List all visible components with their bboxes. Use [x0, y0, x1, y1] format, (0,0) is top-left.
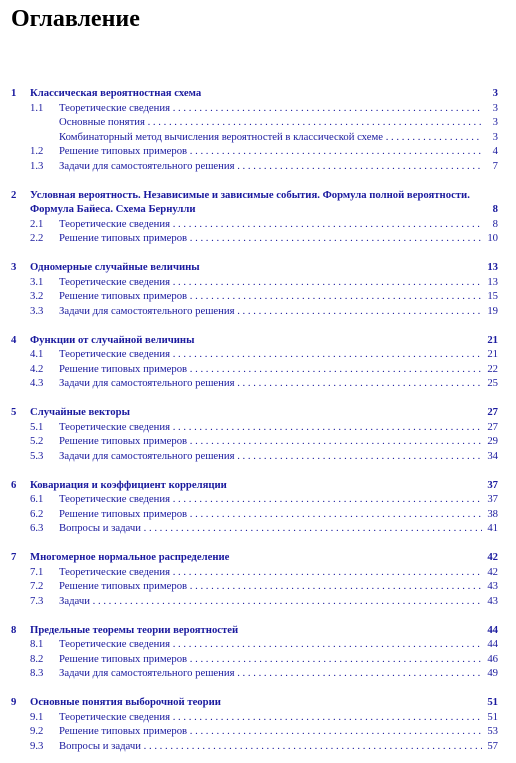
- toc-entry[interactable]: [11, 492, 498, 507]
- toc-chapter-heading[interactable]: [11, 550, 498, 565]
- section-page-number: 46: [487, 652, 498, 665]
- chapter-page-number: 3: [492, 87, 498, 99]
- section-title-link[interactable]: [59, 449, 482, 464]
- toc-chapter-heading[interactable]: [11, 478, 498, 493]
- section-title-link[interactable]: [59, 637, 482, 652]
- section-page-number: 3: [492, 130, 498, 143]
- section-page-number: 8: [492, 217, 498, 230]
- section-title: Теоретические сведения . . .: [59, 276, 482, 288]
- section-number: 5.3: [30, 449, 44, 462]
- toc-entry[interactable]: [11, 115, 498, 130]
- chapter-title-link[interactable]: Предельные теоремы теории вероятностей: [30, 623, 239, 636]
- section-number: 9.2: [30, 725, 44, 737]
- section-title-link[interactable]: [59, 652, 482, 667]
- section-page-number: 49: [487, 667, 498, 679]
- toc-entry[interactable]: [11, 724, 498, 739]
- toc-chapter: [11, 695, 498, 753]
- section-page-number: 57: [487, 739, 498, 752]
- section-page-number: 43: [487, 594, 498, 607]
- chapter-page-number: 21: [487, 333, 498, 346]
- toc-entry[interactable]: [11, 579, 498, 594]
- section-number: 8.1: [30, 638, 44, 650]
- section-page-number: 34: [487, 449, 498, 462]
- toc-entry[interactable]: [11, 217, 498, 232]
- section-page-number: 3: [492, 101, 498, 114]
- section-title: Задачи для самостоятельного решения . . .: [59, 377, 482, 389]
- chapter-page-number: 44: [487, 623, 498, 636]
- section-title-link[interactable]: [59, 521, 482, 536]
- section-title-link[interactable]: [59, 347, 482, 362]
- chapter-page-number: 37: [487, 478, 498, 491]
- section-page-number: 27: [487, 420, 498, 433]
- section-number: 7.2: [30, 580, 44, 592]
- section-page-number: 29: [487, 435, 498, 447]
- section-number: 5.1: [30, 420, 44, 433]
- toc-entry[interactable]: [11, 101, 498, 116]
- section-number: 8.3: [30, 667, 44, 679]
- chapter-title-link[interactable]: Многомерное нормальное распределение: [30, 551, 230, 563]
- toc-entry[interactable]: [11, 304, 498, 319]
- toc-entry[interactable]: [11, 376, 498, 391]
- section-title-link[interactable]: [59, 666, 482, 681]
- section-number: 2.1: [30, 217, 44, 230]
- section-title: Теоретические сведения . . .: [59, 566, 482, 578]
- section-title-link[interactable]: [59, 130, 482, 145]
- section-title-link[interactable]: [59, 492, 482, 507]
- section-number: 4.2: [30, 362, 44, 375]
- toc-entry[interactable]: [11, 637, 498, 652]
- toc-entry[interactable]: [11, 231, 498, 246]
- section-number: 6.1: [30, 493, 44, 505]
- toc-entry[interactable]: [11, 275, 498, 290]
- toc-entry[interactable]: [11, 144, 498, 159]
- section-title-link[interactable]: [59, 507, 482, 522]
- chapter-number: 2: [11, 188, 17, 201]
- section-title-link[interactable]: [59, 376, 482, 391]
- section-page-number: 37: [487, 493, 498, 505]
- section-title-link[interactable]: [59, 434, 482, 449]
- section-number: 7.1: [30, 565, 44, 578]
- toc-chapter-heading[interactable]: [11, 86, 498, 101]
- section-number: 1.3: [30, 159, 44, 172]
- toc-chapter-heading[interactable]: [11, 405, 498, 420]
- section-title-link[interactable]: [59, 739, 482, 754]
- section-page-number: 41: [487, 522, 498, 534]
- chapter-page-number: 13: [487, 261, 498, 273]
- section-title: Теоретические сведения . . .: [59, 348, 482, 360]
- section-number: 5.2: [30, 435, 44, 447]
- section-title: Решение типовых примеров . . .: [59, 653, 482, 665]
- toc-entry[interactable]: [11, 289, 498, 304]
- section-title-link[interactable]: [59, 724, 482, 739]
- section-title: Решение типовых примеров . . .: [59, 145, 482, 157]
- section-title: Теоретические сведения . . .: [59, 711, 482, 723]
- section-number: 7.3: [30, 594, 44, 607]
- section-title-link[interactable]: [59, 101, 482, 116]
- toc-chapter: [11, 550, 498, 608]
- section-title-link[interactable]: [59, 159, 482, 174]
- toc-chapter: [11, 405, 498, 463]
- toc-entry[interactable]: [11, 449, 498, 464]
- chapter-title-link[interactable]: Основные понятия выборочной теории: [30, 696, 221, 708]
- section-title-link[interactable]: [59, 289, 482, 304]
- chapter-number: 8: [11, 623, 17, 636]
- section-number: 4.3: [30, 377, 44, 389]
- section-number: 4.1: [30, 348, 44, 360]
- toc-chapter: [11, 478, 498, 536]
- toc-chapter-heading[interactable]: [11, 623, 498, 638]
- toc-entry[interactable]: [11, 739, 498, 754]
- toc-chapter: [11, 260, 498, 318]
- chapter-number: 3: [11, 261, 17, 273]
- section-number: 1.1: [30, 101, 44, 114]
- toc-entry[interactable]: [11, 434, 498, 449]
- chapter-number: 4: [11, 333, 17, 346]
- section-number: 9.1: [30, 710, 44, 723]
- section-title: Задачи для самостоятельного решения . . .: [59, 305, 482, 317]
- section-number: 9.3: [30, 739, 44, 752]
- section-title: Задачи для самостоятельного решения . . .: [59, 667, 482, 679]
- chapter-page-number: 42: [487, 551, 498, 563]
- section-page-number: 44: [487, 638, 498, 650]
- section-title-link[interactable]: [59, 231, 482, 246]
- toc-chapter-heading[interactable]: [11, 260, 498, 275]
- section-page-number: 10: [487, 232, 498, 244]
- section-title: Задачи . . .: [59, 595, 482, 607]
- section-title: Теоретические сведения . . .: [59, 638, 482, 650]
- section-page-number: 21: [487, 348, 498, 360]
- section-title: Теоретические сведения . . .: [59, 493, 482, 505]
- chapter-number: 5: [11, 406, 17, 418]
- section-title-link[interactable]: [59, 710, 482, 725]
- toc-entry[interactable]: [11, 420, 498, 435]
- toc-entry[interactable]: [11, 521, 498, 536]
- toc-chapter-heading[interactable]: [11, 695, 498, 710]
- chapter-title-link[interactable]: Ковариация и коэффициент корреляции: [30, 478, 227, 491]
- section-number: 3.1: [30, 275, 44, 288]
- toc-chapter-heading[interactable]: [11, 333, 498, 348]
- toc-chapter: [11, 188, 498, 246]
- section-number: 3.3: [30, 304, 44, 317]
- section-title: Задачи для самостоятельного решения . . .: [59, 450, 482, 462]
- section-title: Теоретические сведения . . .: [59, 218, 482, 230]
- section-page-number: 38: [487, 507, 498, 520]
- section-page-number: 7: [492, 159, 498, 172]
- toc-chapter-heading[interactable]: [11, 188, 498, 217]
- table-of-contents: [11, 86, 498, 753]
- chapter-number: 1: [11, 87, 17, 99]
- toc-chapter: [11, 623, 498, 681]
- toc-chapter: [11, 333, 498, 391]
- section-page-number: 53: [487, 725, 498, 737]
- toc-entry[interactable]: [11, 130, 498, 145]
- chapter-number: 7: [11, 551, 17, 563]
- toc-entry[interactable]: [11, 565, 498, 580]
- section-page-number: 15: [487, 290, 498, 302]
- section-number: 8.2: [30, 652, 44, 665]
- section-title-link[interactable]: [59, 275, 482, 290]
- section-title: Задачи для самостоятельного решения . . .: [59, 160, 482, 172]
- toc-entry[interactable]: [11, 347, 498, 362]
- section-number: 6.2: [30, 507, 44, 520]
- section-page-number: 22: [487, 362, 498, 375]
- page-title: Оглавление: [11, 6, 140, 32]
- section-title: Решение типовых примеров . . .: [59, 435, 482, 447]
- section-page-number: 25: [487, 377, 498, 389]
- chapter-page-number: 27: [487, 406, 498, 418]
- section-page-number: 43: [487, 580, 498, 592]
- section-title-link[interactable]: [59, 420, 482, 435]
- section-title-link[interactable]: [59, 565, 482, 580]
- toc-entry[interactable]: [11, 710, 498, 725]
- section-title: Теоретические сведения . . .: [59, 421, 482, 433]
- chapter-page-number: 8: [492, 203, 498, 215]
- chapter-number: 6: [11, 478, 17, 491]
- section-title: Вопросы и задачи . . .: [59, 522, 482, 534]
- section-page-number: 4: [492, 145, 498, 157]
- section-title: Решение типовых примеров . . .: [59, 725, 482, 737]
- toc-entry[interactable]: [11, 362, 498, 377]
- section-title: Решение типовых примеров . . .: [59, 363, 482, 375]
- section-title: Основные понятия . . .: [59, 116, 482, 128]
- chapter-title-link[interactable]: Случайные векторы: [30, 406, 130, 418]
- chapter-title-link[interactable]: Условная вероятность. Независимые и зависимые события. Формула полной вероятности. Формула Байеса. Схема Бернулли: [30, 188, 470, 215]
- section-title-link[interactable]: [59, 115, 482, 130]
- chapter-title-link[interactable]: Классическая вероятностная схема: [30, 87, 202, 99]
- section-title: Комбинаторный метод вычисления вероятностей в классической схеме . . .: [59, 131, 482, 143]
- section-page-number: 13: [487, 275, 498, 288]
- chapter-number: 9: [11, 696, 17, 708]
- section-title: Решение типовых примеров . . .: [59, 580, 482, 592]
- section-title-link[interactable]: [59, 579, 482, 594]
- section-title-link[interactable]: [59, 594, 482, 609]
- section-title-link[interactable]: [59, 217, 482, 232]
- chapter-title-link[interactable]: Функции от случайной величины: [30, 333, 195, 346]
- section-title-link[interactable]: [59, 144, 482, 159]
- toc-entry[interactable]: [11, 159, 498, 174]
- section-number: 3.2: [30, 290, 44, 302]
- section-title: Решение типовых примеров . . .: [59, 290, 482, 302]
- toc-entry[interactable]: [11, 666, 498, 681]
- section-title-link[interactable]: [59, 362, 482, 377]
- chapter-title-link[interactable]: Одномерные случайные величины: [30, 261, 200, 273]
- toc-chapter: [11, 86, 498, 173]
- section-title: Решение типовых примеров . . .: [59, 232, 482, 244]
- section-number: 1.2: [30, 145, 44, 157]
- toc-entry[interactable]: [11, 652, 498, 667]
- section-page-number: 3: [492, 116, 498, 128]
- section-title: Решение типовых примеров . . .: [59, 508, 482, 520]
- section-title-link[interactable]: [59, 304, 482, 319]
- toc-entry[interactable]: [11, 594, 498, 609]
- section-number: 2.2: [30, 232, 44, 244]
- section-number: 6.3: [30, 522, 44, 534]
- section-page-number: 42: [487, 565, 498, 578]
- section-title: Теоретические сведения . . .: [59, 102, 482, 114]
- toc-entry[interactable]: [11, 507, 498, 522]
- section-title: Вопросы и задачи . . .: [59, 740, 482, 752]
- section-page-number: 19: [487, 304, 498, 317]
- chapter-page-number: 51: [487, 696, 498, 708]
- section-page-number: 51: [487, 710, 498, 723]
